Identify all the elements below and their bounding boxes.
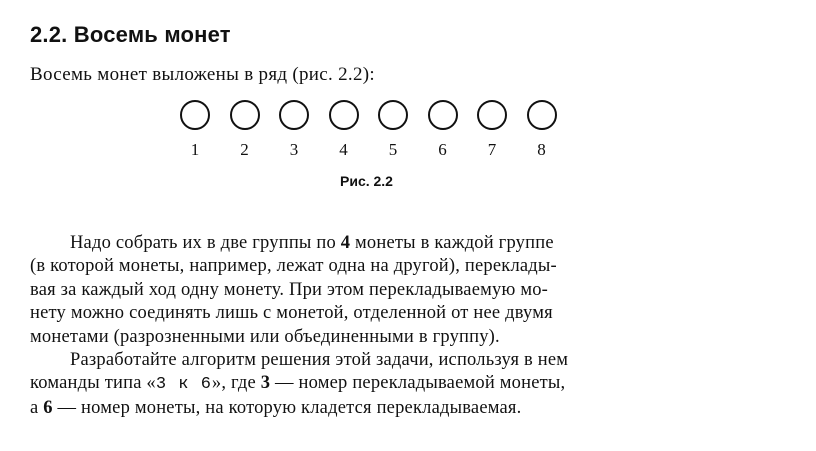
number-span: 6 (43, 397, 53, 418)
coin-circle (230, 100, 260, 130)
coin-number: 7 (487, 140, 497, 159)
coin-number: 2 (240, 140, 249, 159)
paragraph-2-line-3 (30, 397, 765, 420)
text-span: а (30, 397, 44, 418)
coin-number: 3 (289, 140, 299, 159)
paragraph-1-line-2: (в которой монеты, например, лежат одна на другой), переклады- (30, 256, 557, 277)
coin-number: 4 (339, 140, 348, 159)
task-description (30, 232, 765, 420)
text-span: — номер перекладываемой монеты, (270, 373, 566, 394)
text-span: монеты в каждой группе (350, 233, 554, 253)
intro-text: Восемь монет выложены в ряд (рис. 2.2): (30, 64, 375, 85)
coin-circle (180, 100, 210, 130)
paragraph-2-line-2 (30, 372, 765, 396)
text-span: », где (211, 373, 261, 394)
coin-circle (527, 100, 557, 130)
paragraph-1-line-3: вая за каждый ход одну монету. При этом перекладываемую мо- (30, 279, 549, 300)
coin-number: 5 (388, 140, 398, 159)
figure-caption: Рис. 2.2 (340, 173, 393, 189)
coin-circle (477, 100, 507, 130)
coin-number: 1 (190, 140, 200, 159)
paragraph-1-line-5: монетами (разрозненными или объединенными в группу). (30, 326, 500, 347)
coin-circle (329, 100, 359, 130)
text-span: Надо собрать их в две группы по (70, 233, 341, 253)
paragraph-2-line-1: Разработайте алгоритм решения этой задачи, используя в нем (70, 350, 569, 371)
number-span: 4 (340, 233, 351, 253)
coin-circle (428, 100, 458, 130)
number-span: 3 (260, 373, 271, 394)
text-span: команды типа « (30, 373, 156, 394)
text-span: — номер монеты, на которую кладется перекладываемая. (52, 397, 522, 418)
paragraph-1-line-1 (30, 232, 765, 255)
coin-number: 8 (537, 140, 546, 159)
coins-figure (178, 100, 570, 164)
coin-circle (279, 100, 309, 130)
coin-number: 6 (438, 140, 447, 159)
coin-circle (378, 100, 408, 130)
command-code: 3 к 6 (155, 375, 212, 395)
section-title: 2.2. Восемь монет (30, 22, 231, 47)
paragraph-1-line-4: нету можно соединять лишь с монетой, отделенной от нее двумя (30, 303, 553, 324)
